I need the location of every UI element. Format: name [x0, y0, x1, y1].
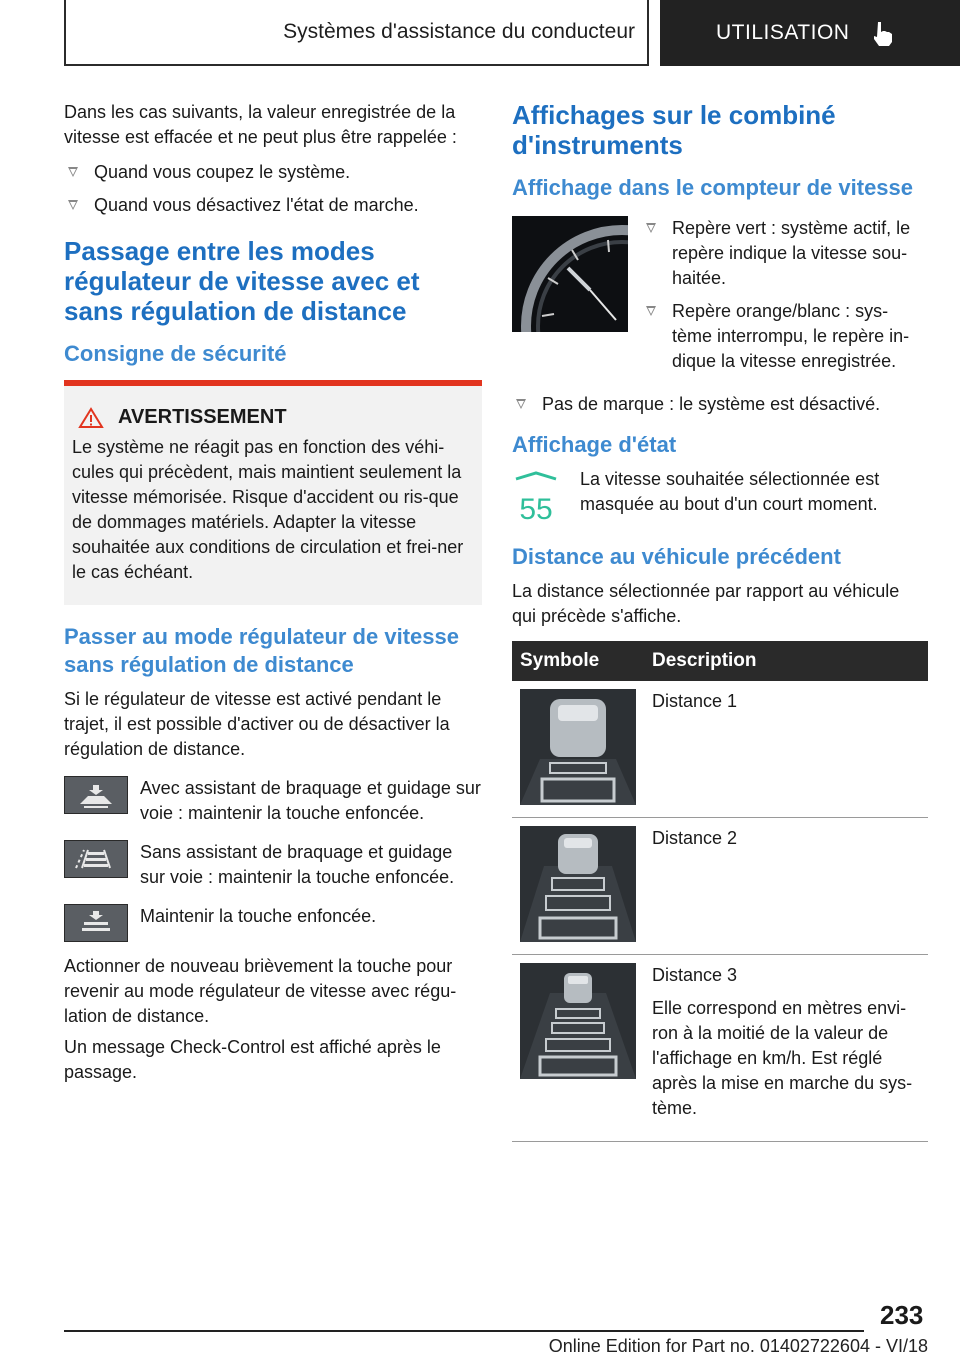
warning-text: Le système ne réagit pas en fonction des véhi-cules qui précèdent, mais maintient seulement la vitesse mémorisée. Risque d'accident ou ris-que de dommages matériels. Adapter la vitesse souhaitée aux conditions de circulation et frei-ner le cas échéant. [72, 437, 464, 582]
page-number: 233 [880, 1300, 924, 1330]
subheading-speedometer: Affichage dans le compteur de vitesse [512, 175, 914, 200]
distance-3-symbol-image [520, 963, 636, 1079]
column-header: Symbole [512, 641, 644, 681]
heading-switch-modes: Passage entre les modes régulateur de vitesse avec et sans régulation de distance [64, 236, 420, 326]
bullet-triangle-icon [68, 167, 78, 177]
speedometer-image [512, 216, 628, 332]
table-row [512, 818, 928, 955]
distance-button-icon [64, 904, 128, 942]
subheading-status: Affichage d'état [512, 432, 677, 457]
list-item: Repère orange/blanc : sys-tème interrompu, le repère in-dique la vitesse enregistrée. [642, 299, 928, 374]
subheading-switch-mode: Passer au mode régulateur de vitesse sans régulation de distance [64, 624, 459, 677]
chapter-title: UTILISATION [716, 21, 850, 44]
button-row-steering [64, 776, 482, 826]
intro-bullet-list [64, 160, 482, 218]
status-speed-value: 55 [519, 493, 553, 526]
hand-pointer-icon [869, 19, 897, 47]
bullet-triangle-icon [646, 223, 656, 233]
column-header: Description [644, 641, 928, 681]
footer-divider [64, 1330, 864, 1332]
left-column [64, 100, 482, 1091]
bullet-triangle-icon [516, 399, 526, 409]
table-row [512, 955, 928, 1142]
speedometer-bullet-list [642, 216, 928, 382]
chapter-tab [660, 0, 960, 66]
warning-box [64, 380, 482, 605]
list-item: Quand vous désactivez l'état de marche. [64, 193, 482, 218]
list-item: Pas de marque : le système est désactivé. [512, 392, 928, 417]
distance-steering-assist-button-icon [64, 776, 128, 814]
button-text: Avec assistant de braquage et guidage sur voie : maintenir la touche enfoncée. [140, 778, 481, 823]
button-text: Maintenir la touche enfoncée. [140, 906, 377, 926]
warning-title-row [78, 406, 474, 429]
speedometer-bullet-list-full [512, 392, 928, 417]
switch-text: Si le régulateur de vitesse est activé pendant le trajet, il est possible d'activer ou de désactiver la régulation de distance. [64, 689, 450, 759]
edition-text: Online Edition for Part no. 01402722604 - VI/18 [548, 1336, 928, 1356]
status-text: La vitesse souhaitée sélectionnée est masquée au bout d'un court moment. [580, 469, 880, 514]
distance-text: La distance sélectionnée par rapport au véhicule qui précède s'affiche. [512, 581, 900, 626]
table-header-row [512, 641, 928, 681]
button-text: Sans assistant de braquage et guidage sur voie : maintenir la touche enfoncée. [140, 842, 455, 887]
distance-description: Elle correspond en mètres envi-ron à la moitié de la valeur de l'affichage en km/h. Est réglé après la mise en marche du sys-tème. [652, 998, 913, 1118]
distance-2-symbol-image [520, 826, 636, 942]
warning-triangle-icon [78, 407, 104, 429]
button-row-plain [64, 904, 482, 942]
subheading-safety: Consigne de sécurité [64, 341, 287, 366]
status-row [512, 467, 928, 527]
bullet-triangle-icon [68, 200, 78, 210]
page-header [0, 0, 960, 66]
distance-label: Distance 1 [652, 691, 738, 711]
speedometer-row [512, 216, 928, 382]
subheading-distance: Distance au véhicule précédent [512, 544, 841, 569]
warning-title: AVERTISSEMENT [118, 406, 287, 428]
table-row [512, 681, 928, 818]
intro-text: Dans les cas suivants, la valeur enregistrée de la vitesse est effacée et ne peut plus être rappelée : [64, 102, 457, 147]
section-title: Systèmes d'assistance du conducteur [283, 20, 635, 43]
right-column [512, 100, 928, 1142]
speed-status-icon [512, 467, 560, 527]
list-item: Quand vous coupez le système. [64, 160, 482, 185]
distance-label: Distance 2 [652, 828, 738, 848]
distance-table [512, 641, 928, 1142]
distance-1-symbol-image [520, 689, 636, 805]
button-row-lane [64, 840, 482, 890]
distance-label: Distance 3 [652, 965, 738, 985]
distance-lane-button-icon [64, 840, 128, 878]
check-control-text: Un message Check-Control est affiché après le passage. [64, 1037, 441, 1082]
return-text: Actionner de nouveau brièvement la touche pour revenir au mode régulateur de vitesse avec régu-lation de distance. [64, 956, 457, 1026]
heading-displays: Affichages sur le combiné d'instruments [512, 100, 836, 160]
list-item: Repère vert : système actif, le repère indique la vitesse sou-haitée. [642, 216, 928, 291]
section-title-box [64, 0, 649, 66]
bullet-triangle-icon [646, 306, 656, 316]
